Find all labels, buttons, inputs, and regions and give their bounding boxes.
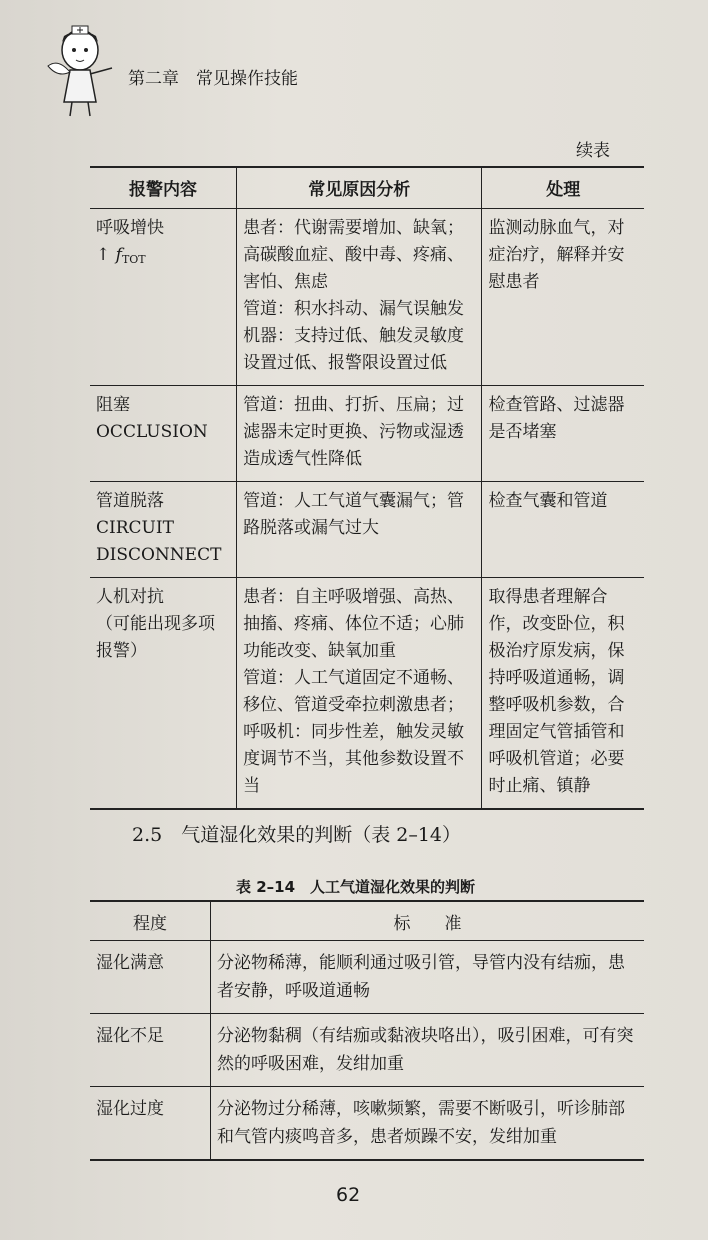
action-cell: 检查管路、过滤器是否堵塞 [482,386,644,482]
table-header-row [90,901,644,941]
nurse-mascot-icon [40,20,130,120]
table-row [90,1087,644,1161]
standard-cell: 分泌物黏稠（有结痂或黏液块咯出），吸引困难，可有突然的呼吸困难，发绀加重 [211,1014,645,1087]
action-cell: 取得患者理解合作，改变卧位，积极治疗原发病，保持呼吸道通畅，调整呼吸机参数，合理固定气管插管和呼吸机管道；必要时止痛、镇静 [482,578,644,810]
table-row [90,209,644,386]
table-row [90,578,644,810]
alarm-cell [90,209,237,386]
header-action: 处理 [482,166,644,209]
cause-cell: 管道：扭曲、打折、压扁；过滤器未定时更换、污物或湿透造成透气性降低 [237,386,482,482]
header-alarm: 报警内容 [90,166,237,209]
page-number: 62 [336,1184,361,1206]
alarm-table [90,166,644,810]
section-heading: 2.5 气道湿化效果的判断（表 2–14） [132,824,462,846]
alarm-indicator [96,242,230,273]
cause-cell: 患者：代谢需要增加、缺氧；高碳酸血症、酸中毒、疼痛、害怕、焦虑 管道：积水抖动、漏气误触发 机器：支持过低、触发灵敏度设置过低、报警限设置过低 [237,209,482,386]
action-cell: 检查气囊和管道 [482,482,644,578]
table-caption: 表 2–14 人工气道湿化效果的判断 [236,878,476,896]
level-cell: 湿化满意 [90,941,211,1014]
table-row [90,1014,644,1087]
alarm-cell: 阻塞 OCCLUSION [90,386,237,482]
level-cell: 湿化过度 [90,1087,211,1161]
standard-cell: 分泌物稀薄，能顺利通过吸引管，导管内没有结痂，患者安静，呼吸道通畅 [211,941,645,1014]
chapter-header [40,20,440,120]
header-level: 程度 [90,901,211,941]
continued-label: 续表 [576,141,610,161]
alarm-name: 呼吸增快 [96,218,164,238]
level-cell: 湿化不足 [90,1014,211,1087]
freq-symbol: f [115,245,122,265]
chapter-title: 第二章 常见操作技能 [128,69,298,89]
table-row [90,482,644,578]
header-standard: 标 准 [211,901,645,941]
header-cause: 常见原因分析 [237,166,482,209]
table-header-row [90,166,644,209]
humidification-table [90,900,644,1161]
cause-cell: 患者：自主呼吸增强、高热、抽搐、疼痛、体位不适；心肺功能改变、缺氧加重 管道：人工气道固定不通畅、移位、管道受牵拉刺激患者； 呼吸机：同步性差，触发灵敏度调节不当，其他参数设置不当 [237,578,482,810]
cause-cell: 管道：人工气道气囊漏气；管路脱落或漏气过大 [237,482,482,578]
table-row [90,386,644,482]
action-cell: 监测动脉血气，对症治疗，解释并安慰患者 [482,209,644,386]
table-row [90,941,644,1014]
alarm-cell: 管道脱落 CIRCUIT DISCONNECT [90,482,237,578]
arrow-up-icon: ↑ [96,245,111,265]
standard-cell: 分泌物过分稀薄，咳嗽频繁，需要不断吸引，听诊肺部和气管内痰鸣音多，患者烦躁不安，发绀加重 [211,1087,645,1161]
alarm-cell: 人机对抗 （可能出现多项报警） [90,578,237,810]
freq-subscript: TOT [121,253,146,266]
